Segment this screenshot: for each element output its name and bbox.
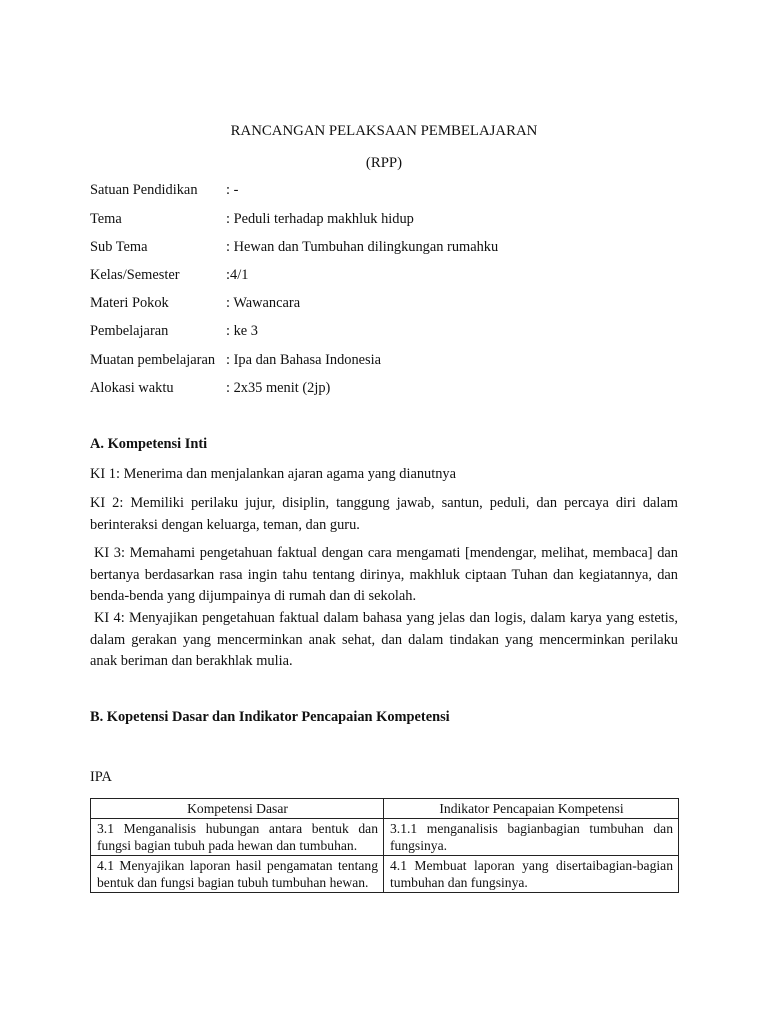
table-row [91,856,679,893]
table-header-row [91,799,679,819]
table-cell: 3.1.1 menganalisis bagianbagian tumbuhan dan fungsinya. [384,819,679,856]
table-cell: 3.1 Menganalisis hubungan antara bentuk dan fungsi bagian tubuh pada hewan dan tumbuhan. [91,819,384,856]
ki1-paragraph: KI 1: Menerima dan menjalankan ajaran agama yang dianutnya [90,466,457,482]
table-header-kd: Kompetensi Dasar [91,799,384,819]
table-cell: 4.1 Menyajikan laporan hasil pengamatan tentang bentuk dan fungsi bagian tubuh tumbuhan hewan. [91,856,384,893]
identity-value: : Hewan dan Tumbuhan dilingkungan rumahku [226,239,499,255]
identity-value: : - [226,182,239,198]
identity-label: Satuan Pendidikan [90,182,198,198]
identity-label: Pembelajaran [90,323,169,339]
identity-label: Alokasi waktu [90,380,174,396]
identity-label: Materi Pokok [90,295,169,311]
table-row [91,819,679,856]
identity-label: Kelas/Semester [90,267,180,283]
identity-label: Sub Tema [90,239,148,255]
document-title: RANCANGAN PELAKSAAN PEMBELAJARAN [230,123,538,139]
identity-label: Tema [90,211,122,227]
section-b-heading: B. Kopetensi Dasar dan Indikator Pencapaian Kompetensi [90,709,450,725]
document-subtitle: (RPP) [365,155,403,171]
identity-value: :4/1 [226,267,249,283]
identity-value: : 2x35 menit (2jp) [226,380,331,396]
table-header-ipk: Indikator Pencapaian Kompetensi [384,799,679,819]
competency-table [90,798,679,893]
identity-value: : ke 3 [226,323,258,339]
identity-label: Muatan pembelajaran [90,352,216,368]
identity-value: : Ipa dan Bahasa Indonesia [226,352,382,368]
section-a-heading: A. Kompetensi Inti [90,436,208,452]
subject-label: IPA [90,769,112,785]
ki3-paragraph: KI 3: Memahami pengetahuan faktual dengan cara mengamati [mendengar, melihat, membaca] dan bertanya berdasarkan rasa ingin tahu tentang dirinya, makhluk ciptaan Tuhan dan kegiatannya, dan benda-benda yang dijumpainya di rumah dan di sekolah. [90,545,678,604]
ki4-paragraph: KI 4: Menyajikan pengetahuan faktual dalam bahasa yang jelas dan logis, dalam karya yang estetis, dalam gerakan yang mencerminkan anak sehat, dan dalam tindakan yang mencerminkan perilaku anak beriman dan berakhlak mulia. [90,610,678,669]
table-cell: 4.1 Membuat laporan yang disertaibagian-bagian tumbuhan dan fungsinya. [384,856,679,893]
identity-value: : Wawancara [226,295,301,311]
identity-value: : Peduli terhadap makhluk hidup [226,211,414,227]
ki2-paragraph: KI 2: Memiliki perilaku jujur, disiplin, tanggung jawab, santun, peduli, dan percaya diri dalam berinteraksi dengan keluarga, teman, dan guru. [90,495,678,533]
